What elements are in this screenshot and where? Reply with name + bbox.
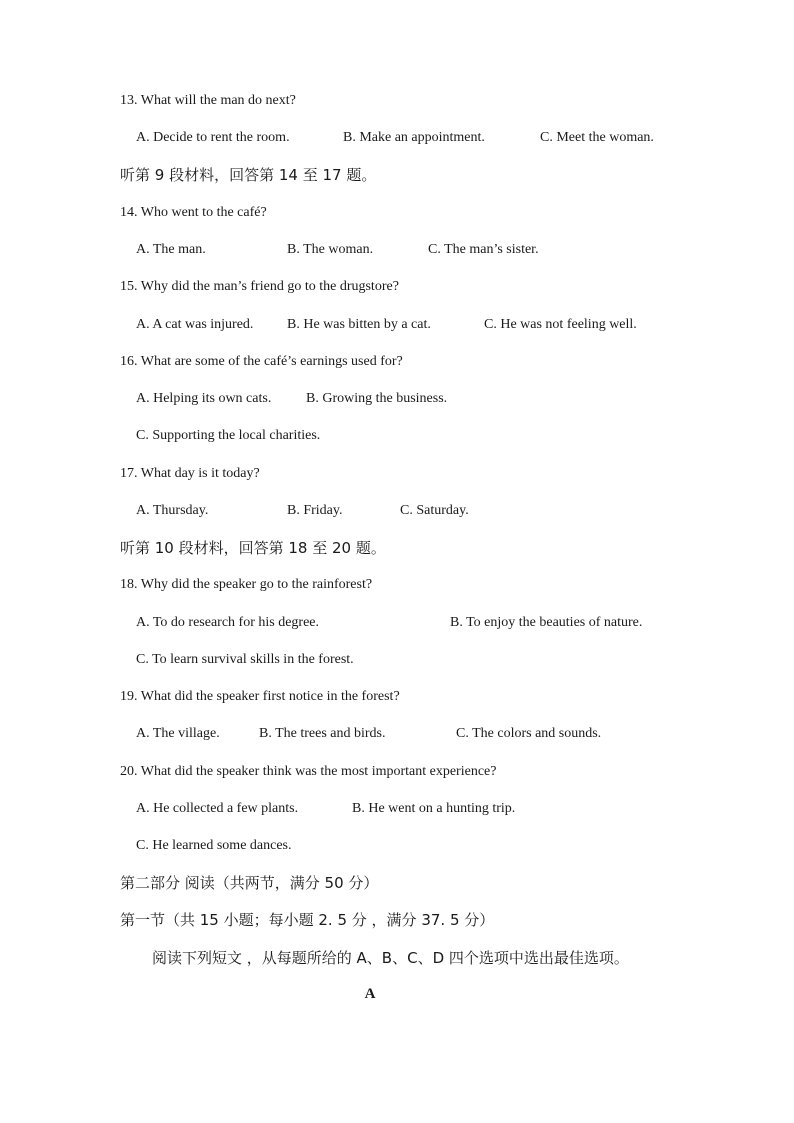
option-b: B. Make an appointment. <box>343 130 485 145</box>
reading-instructions: 阅读下列短文 ，从每题所给的 A、B、C、D 四个选项中选出最佳选项。 <box>152 949 629 967</box>
section-heading-9: 听第 9 段材料，回答第 14 至 17 题。 <box>120 166 377 184</box>
passage-label: A <box>364 986 376 1002</box>
part-two-heading: 第二部分 阅读（共两节，满分 50 分） <box>120 874 379 892</box>
question-stem: 17. What day is it today? <box>120 466 260 481</box>
option-c: C. To learn survival skills in the forest. <box>136 652 354 667</box>
option-b: B. The woman. <box>287 242 374 257</box>
option-b: B. Friday. <box>287 503 343 518</box>
question-stem: 14. Who went to the café? <box>120 205 267 220</box>
option-a: A. To do research for his degree. <box>136 615 320 630</box>
option-a: A. He collected a few plants. <box>136 801 299 816</box>
option-a: A. Decide to rent the room. <box>136 130 290 145</box>
question-stem: 16. What are some of the café’s earnings used for? <box>120 354 403 369</box>
section-heading-10: 听第 10 段材料，回答第 18 至 20 题。 <box>120 539 386 557</box>
option-b: B. He went on a hunting trip. <box>352 801 516 816</box>
option-c: C. He was not feeling well. <box>484 317 637 332</box>
option-c: C. The colors and sounds. <box>456 726 602 741</box>
question-stem: 15. Why did the man’s friend go to the drugstore? <box>120 279 399 294</box>
option-b: B. The trees and birds. <box>259 726 386 741</box>
option-b: B. Growing the business. <box>306 391 448 406</box>
option-a: A. The man. <box>136 242 206 257</box>
question-stem: 13. What will the man do next? <box>120 93 296 108</box>
option-a: A. The village. <box>136 726 220 741</box>
option-c: C. He learned some dances. <box>136 838 292 853</box>
question-stem: 18. Why did the speaker go to the rainforest? <box>120 577 373 592</box>
option-b: B. To enjoy the beauties of nature. <box>450 615 643 630</box>
option-c: C. Saturday. <box>400 503 469 518</box>
option-c: C. The man’s sister. <box>428 242 539 257</box>
option-b: B. He was bitten by a cat. <box>287 317 431 332</box>
option-a: A. Helping its own cats. <box>136 391 272 406</box>
option-a: A. Thursday. <box>136 503 209 518</box>
question-stem: 20. What did the speaker think was the most important experience? <box>120 764 497 779</box>
section-one-heading: 第一节（共 15 小题；每小题 2. 5 分 ，满分 37. 5 分） <box>120 911 495 929</box>
option-a: A. A cat was injured. <box>136 317 254 332</box>
question-stem: 19. What did the speaker first notice in the forest? <box>120 689 400 704</box>
option-c: C. Meet the woman. <box>540 130 654 145</box>
option-c: C. Supporting the local charities. <box>136 428 321 443</box>
